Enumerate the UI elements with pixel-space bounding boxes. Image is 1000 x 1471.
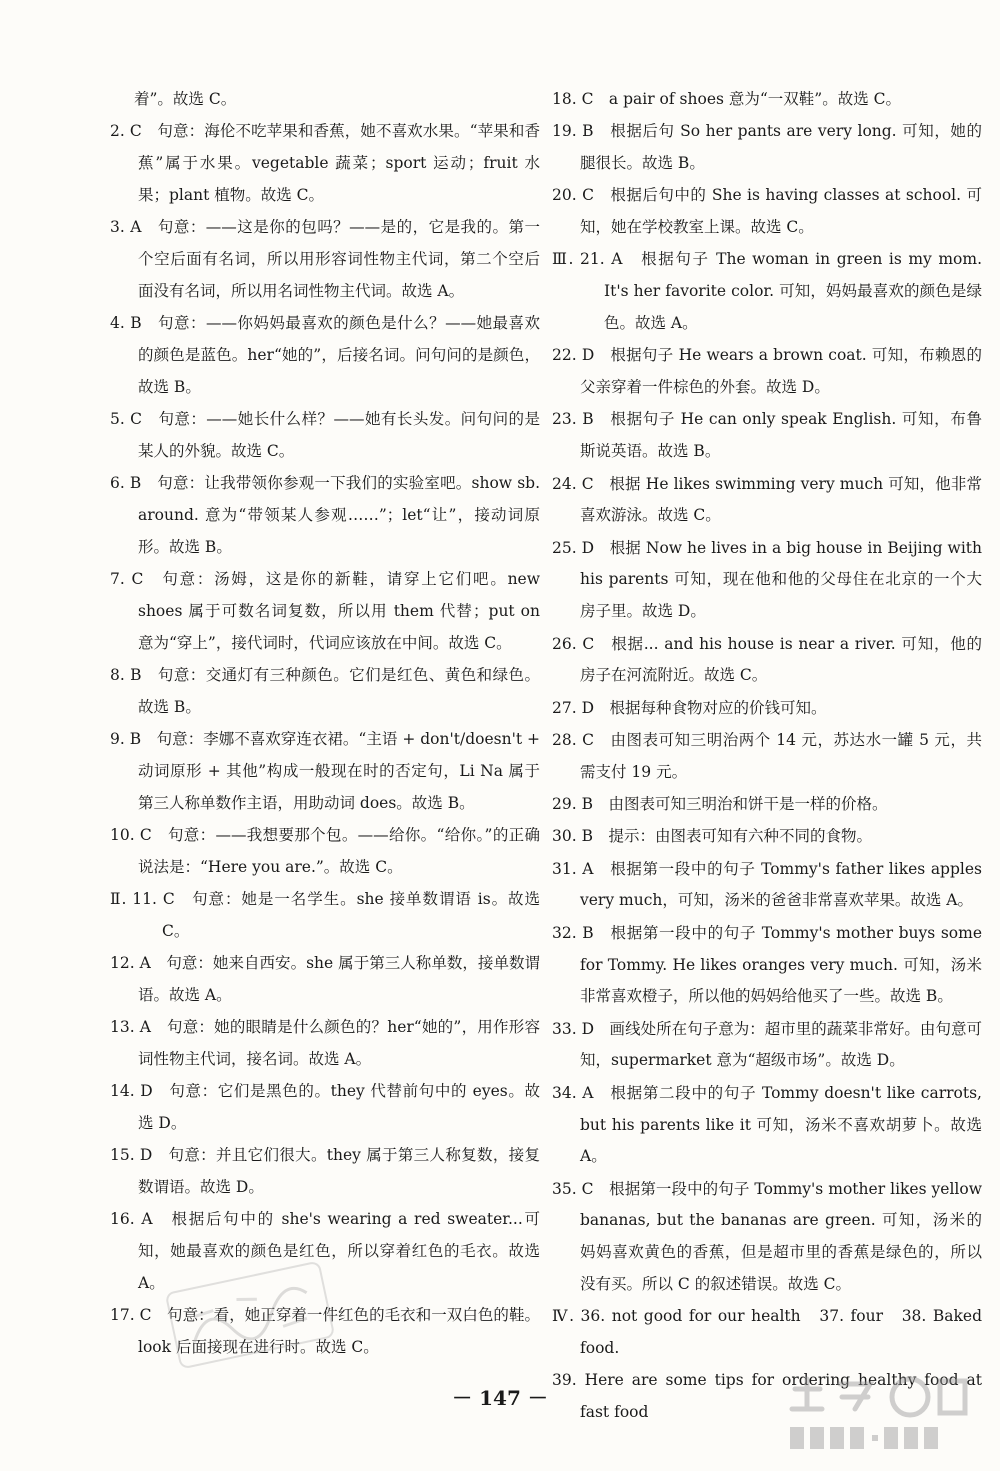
answer-entry: 7. C 句意：汤姆，这是你的新鞋，请穿上它们吧。new shoes 属于可数名词复数，所以用 them 代替；put on 意为“穿上”，接代词时，代词应该放在中间。故选 C。: [110, 569, 540, 652]
answer-entry: 着”。故选 C。: [134, 90, 237, 108]
answer-entry: 27. D 根据每种食物对应的价钱可知。: [552, 698, 827, 717]
answer-entry: Ⅱ. 11. C 句意：她是一名学生。she 接单数谓语 is。故选 C。: [110, 889, 540, 940]
answer-entry: 18. C a pair of shoes 意为“一双鞋”。故选 C。: [552, 90, 902, 108]
answer-entry: 13. A 句意：她的眼睛是什么颜色的？her“她的”，用作形容词性物主代词，接名词。故选 A。: [110, 1018, 540, 1068]
answer-entry: 23. B 根据句子 He can only speak English. 可知，布鲁斯说英语。故选 B。: [552, 410, 982, 461]
answer-entry: 15. D 句意：并且它们很大。they 属于第三人称复数，接复数谓语。故选 D。: [110, 1146, 540, 1197]
answer-entry: 39. Here are some tips for ordering healthy food at fast food: [552, 1371, 982, 1422]
answer-entry: 2. C 句意：海伦不吃苹果和香蕉，她不喜欢水果。“苹果和香蕉”属于水果。vegetable 蔬菜；sport 运动；fruit 水果；plant 植物。故选 C。: [110, 122, 540, 204]
answer-entry: 6. B 句意：让我带领你参观一下我们的实验室吧。show sb. around. 意为“带领某人参观……”；let“让”，接动词原形。故选 B。: [110, 474, 540, 556]
answer-entry: 34. A 根据第二段中的句子 Tommy doesn't like carrots, but his parents like it 可知，汤米不喜欢胡萝卜。故选 A。: [552, 1083, 982, 1166]
answer-entry: 33. D 画线处所在句子意为：超市里的蔬菜非常好。由句意可知，supermarket 意为“超级市场”。故选 D。: [552, 1019, 982, 1070]
answer-entry: 30. B 提示：由图表可知有六种不同的食物。: [552, 827, 872, 846]
answer-entry: 20. C 根据后句中的 She is having classes at school. 可知，她在学校教室上课。故选 C。: [552, 186, 982, 237]
answer-entry: 4. B 句意：——你妈妈最喜欢的颜色是什么？——她最喜欢的颜色是蓝色。her“她的”，后接名词。问句问的是颜色，故选 B。: [110, 314, 540, 396]
watermark-logo: [780, 1369, 980, 1459]
answer-entry: 5. C 句意：——她长什么样？——她有长头发。问句问的是某人的外貌。故选 C。: [110, 409, 540, 460]
answer-entry: 10. C 句意：——我想要那个包。——给你。“给你。”的正确说法是：“Here you are.”。故选 C。: [110, 825, 540, 876]
answer-entry: 31. A 根据第一段中的句子 Tommy's father likes apples very much，可知，汤米的爸爸非常喜欢苹果。故选 A。: [552, 859, 982, 910]
page-number: － 147 －: [452, 1386, 548, 1410]
answer-entry: 35. C 根据第一段中的句子 Tommy's mother likes yellow bananas, but the bananas are green. 可知，汤米的妈妈喜欢黄色的香蕉，但是超市里的香蕉是绿色的，所以没有买。所以 C 的叙述错误。故选 C。: [552, 1179, 982, 1293]
answer-entry: 28. C 由图表可知三明治两个 14 元，苏达水一罐 5 元，共需支付 19 元。: [552, 730, 982, 781]
answer-entry: 16. A 根据后句中的 she's wearing a red sweater...可知，她最喜欢的颜色是红色，所以穿着红色的毛衣。故选 A。: [110, 1210, 540, 1292]
answer-entry: 29. B 由图表可知三明治和饼干是一样的价格。: [552, 795, 888, 814]
answer-entry: 19. B 根据后句 So her pants are very long. 可知，她的腿很长。故选 B。: [552, 122, 982, 173]
answer-entry: 26. C 根据... and his house is near a river. 可知，他的房子在河流附近。故选 C。: [552, 634, 982, 685]
answer-entry: 22. D 根据句子 He wears a brown coat. 可知，布赖恩的父亲穿着一件棕色的外套。故选 D。: [552, 346, 982, 397]
answer-entry: 12. A 句意：她来自西安。she 属于第三人称单数，接单数谓语。故选 A。: [110, 954, 540, 1004]
answer-entry: Ⅲ. 21. A 根据句子 The woman in green is my mom. It's her favorite color. 可知，妈妈最喜欢的颜色是绿色。故选 A。: [552, 250, 982, 333]
right-column: [552, 84, 982, 1429]
answer-entry: 14. D 句意：它们是黑色的。they 代替前句中的 eyes。故选 D。: [110, 1082, 540, 1132]
answer-entry: 17. C 句意：看，她正穿着一件红色的毛衣和一双白色的鞋。look 后面接现在进行时。故选 C。: [110, 1306, 540, 1357]
answer-entry: 32. B 根据第一段中的句子 Tommy's mother buys some for Tommy. He likes oranges very much. 可知，汤米非常喜欢橙子，所以他的妈妈给他买了一些。故选 B。: [552, 923, 982, 1006]
watermark-logo-graphic: [780, 1369, 980, 1459]
answer-entry: 24. C 根据 He likes swimming very much 可知，他非常喜欢游泳。故选 C。: [552, 474, 982, 525]
answer-entry: 8. B 句意：交通灯有三种颜色。它们是红色、黄色和绿色。故选 B。: [110, 665, 540, 716]
answer-entry: 9. B 句意：李娜不喜欢穿连衣裙。“主语 + don't/doesn't + 动词原形 + 其他”构成一般现在时的否定句，Li Na 属于第三人称单数作主语，用助动词 does。故选 B。: [110, 729, 540, 812]
answer-entry: 3. A 句意：——这是你的包吗？——是的，它是我的。第一个空后面有名词，所以用形容词性物主代词，第二个空后面没有名词，所以用名词性物主代词。故选 A。: [110, 218, 540, 300]
answer-entry: Ⅳ. 36. not good for our health 37. four 38. Baked food.: [552, 1307, 982, 1358]
left-column: [110, 84, 540, 1364]
answer-entry: 25. D 根据 Now he lives in a big house in Beijing with his parents 可知，现在他和他的父母住在北京的一个大房子里。故选 D。: [552, 538, 982, 621]
